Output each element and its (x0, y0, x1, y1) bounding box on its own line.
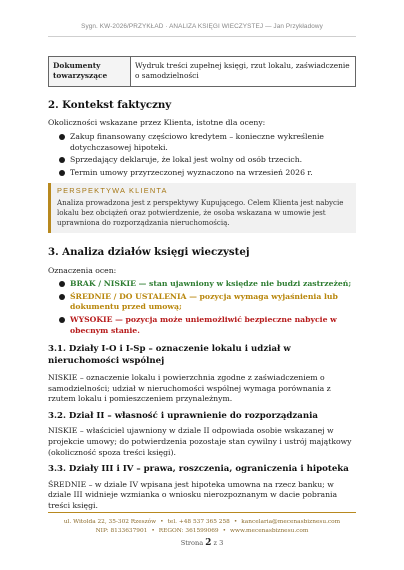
bullet-icon (59, 170, 65, 176)
callout-label: PERSPEKTYWA KLIENTA (57, 185, 168, 195)
current-page: 2 (205, 538, 212, 548)
bullet-icon (59, 294, 65, 300)
subsection-heading-3-1: 3.1. Działy I-O i I-Sp – oznaczenie lokalu i udział w nieruchomości wspólnej (48, 344, 291, 366)
subsection-heading-3-2: 3.2. Dział II – własność i uprawnienie do rozporządzania (48, 410, 318, 421)
list-item: Zakup finansowany częściowo kredytem – konieczne wykreślenie dotychczasowej hipoteki. (48, 132, 356, 153)
list-item: Sprzedający deklaruje, że lokal jest wolny od osób trzecich. (48, 155, 356, 166)
footer-regon: REGON: 361599069 (158, 528, 219, 534)
footer-address: ul. Witolda 22, 35-302 Rzeszów (63, 519, 157, 525)
footer-nip: NIP: 8133637901 (95, 528, 148, 534)
footer-website[interactable]: www.mecenasbiznesu.com (230, 528, 309, 534)
subsection-heading-3-3: 3.3. Działy III i IV – prawa, roszczenia, ograniczenia i hipoteka (48, 464, 349, 475)
table-row (49, 57, 356, 87)
legend-item-low (48, 279, 356, 290)
documents-table (48, 56, 356, 87)
total-pages: 3 (219, 539, 224, 547)
bullet-icon (59, 157, 65, 163)
footer-line-1: ul. Witolda 22, 35-302 Rzeszów • tel. +48 537 365 258 • kancelaria@mecenasbiznesu.com (63, 519, 341, 525)
bullet-icon (59, 317, 65, 323)
table-value-cell: Wydruk treści zupełnej księgi, rzut lokalu, zaświadczenie o samodzielności (131, 57, 356, 87)
page-number: Strona 2 z 3 (180, 538, 224, 548)
section-heading-context: 2. Kontekst faktyczny (48, 98, 172, 111)
footer-line-2: NIP: 8133637901 • REGON: 361599069 • www.mecenasbiznesu.com (95, 528, 309, 534)
context-bullet-list (48, 132, 356, 178)
header-divider (48, 36, 356, 37)
table-label-cell: Dokumenty towarzyszące (49, 57, 131, 87)
legend-item-high (48, 315, 356, 336)
subsection-text-3-1: NISKIE – oznaczenie lokalu i powierzchnia zgodne z zaświadczeniem o samodzielności; udział w nieruchomości wspólnej wymaga porównania z rzutem lokalu i pomieszczeniem przynależnym. (48, 373, 331, 404)
subsection-text-3-2: NISKIE – właściciel ujawniony w dziale II odpowiada osobie wskazanej w projekcie umowy; do potwierdzenia pozostaje stan cywilny i ustrój majątkowy (okoliczność spoza treści księgi). (48, 426, 352, 457)
list-item: Termin umowy przyrzeczonej wyznaczono na wrzesień 2026 r. (48, 168, 356, 179)
bullet-icon (59, 134, 65, 140)
page-footer (0, 518, 404, 536)
footer-phone: tel. +48 537 365 258 (167, 519, 230, 525)
legend-text-low: BRAK / NISKIE — stan ujawniony w księdze nie budzi zastrzeżeń; (70, 279, 352, 289)
bullet-icon (59, 281, 65, 287)
callout-text: Analiza prowadzona jest z perspektywy Kupującego. Celem Klienta jest nabycie lokalu bez obciążeń oraz potwierdzenie, że osoba wskazana w umowie jest uprawniona do rozporządzania nieruchomością. (57, 197, 344, 227)
section-heading-analysis: 3. Analiza działów księgi wieczystej (48, 245, 250, 258)
context-intro: Okoliczności wskazane przez Klienta, istotne dla oceny: (48, 117, 266, 127)
legend-item-medium (48, 292, 356, 313)
legend-text-medium: ŚREDNIE / DO USTALENIA — pozycja wymaga wyjaśnienia lub dokumentu przed umową; (70, 291, 338, 312)
footer-divider (48, 512, 356, 513)
client-perspective-callout (48, 183, 356, 233)
legend-intro: Oznaczenia ocen: (48, 265, 117, 275)
page-content (48, 56, 356, 511)
legend-text-high: WYSOKIE — pozycja może uniemożliwić bezpieczne nabycie w obecnym stanie. (70, 314, 337, 335)
rating-legend-list (48, 279, 356, 336)
running-header: Sygn. KW-2026/PRZYKŁAD · ANALIZA KSIĘGI WIECZYSTEJ — Jan Przykładowy (81, 23, 323, 30)
subsection-text-3-3: ŚREDNIE – w dziale IV wpisana jest hipoteka umowna na rzecz banku; w dziale III widnieje wzmianka o wniosku nierozpoznanym w dacie pobrania treści księgi. (48, 479, 338, 510)
footer-email[interactable]: kancelaria@mecenasbiznesu.com (241, 519, 341, 525)
